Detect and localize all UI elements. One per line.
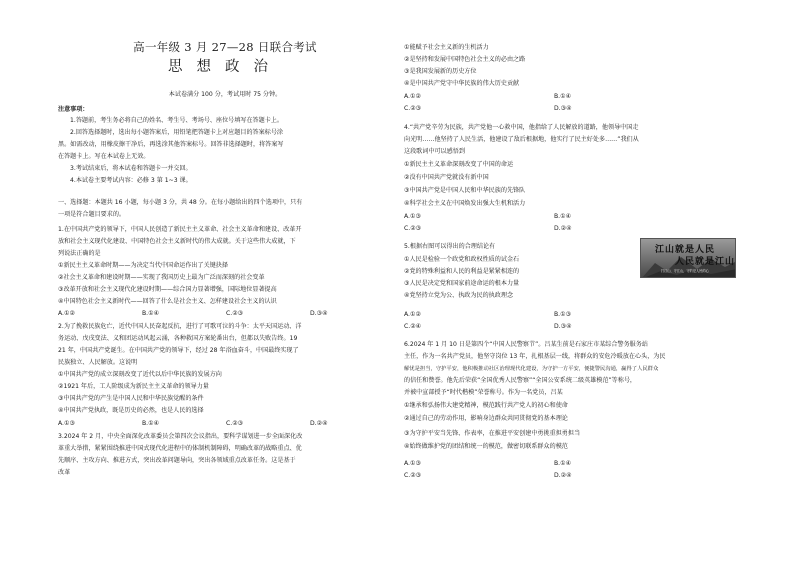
- q6-stem: 解忧是担当，守护平安，他积极推动社区治理现代化建设，为守护一方平安，便捷警民沟通，赢得了人民群众: [404, 366, 659, 372]
- q6-option-d: D.②④: [554, 472, 572, 479]
- q6-statement: ①继承和弘扬伟大建党精神，模范践行共产党人的初心和使命: [404, 402, 568, 409]
- q4-option-d: D.②④: [554, 225, 572, 232]
- q6-option-a: A.①③: [404, 460, 421, 467]
- q2-statement: ④中国共产党执政，既是历史的必然，也是人民的选择: [58, 407, 204, 414]
- q4-stem: 这段歌词中可以感悟到: [404, 148, 465, 155]
- q1-stem: 列说法正确的是: [58, 250, 101, 257]
- q5-stem: 5.根据右图可以得出的合理结论有: [404, 243, 496, 250]
- q6-stem: 的信任和赞誉。他先后荣获“全国优秀人民警察”“全国公安系统二级英雄模范”等称号，: [404, 377, 637, 384]
- q6-stem: 主任，作为一名共产党员，他坚守岗位 13 年，扎根基层一线，将群众的安危冷暖放在心头，为民: [404, 353, 666, 360]
- q2-stem: 21 年，中国共产党诞生。在中国共产党的领导下，经过 28 年浴血奋斗，中国最终实现了: [58, 347, 299, 354]
- notice-heading: 注意事项：: [58, 106, 89, 113]
- q4-option-a: A.①③: [404, 213, 421, 220]
- q1-statement: ①新民主主义革命时期——为决定当代中国命运作出了关键抉择: [58, 262, 228, 269]
- q2-option-b: B.①④: [142, 420, 160, 427]
- q5-option-b: B.①③: [554, 311, 572, 318]
- q5-poster-image: [640, 238, 736, 278]
- q4-stem: 向光明……他坚持了人民生活，他建设了敌后根据地，他实行了民主好处多……”我们从: [404, 136, 639, 143]
- q3-statement: ②是坚持和发展中国特色社会主义的必由之路: [404, 56, 526, 63]
- q1-statement: ③改革开放和社会主义现代化建设时期——综合国力显著增强，国际地位显著提高: [58, 286, 277, 293]
- poster-caption: 打江山、守江山，守的是人民的心: [661, 269, 709, 273]
- q4-option-b: B.①④: [554, 213, 572, 220]
- notice-line: 2.回答选择题时，选出每小题答案后，用铅笔把答题卡上对应题目的答案标号涂: [70, 129, 284, 136]
- notice-line: 4.本试卷主要考试内容：必修 3 第 1~3 课。: [70, 177, 192, 184]
- q3-option-a: A.①②: [404, 93, 421, 100]
- q3-statement: ①能赋予社会主义新的生机活力: [404, 44, 489, 51]
- q6-stem: 6.2024 年 1 月 10 日是第四个“中国人民警察节”。吕某生前是石家庄市某综合警务服务站: [404, 341, 648, 348]
- notice-line: 1.答题前，考生务必将自己的姓名、考生号、考场号、座位号填写在答题卡上。: [70, 117, 284, 124]
- score-info: 本试卷满分 100 分，考试用时 75 分钟。: [168, 91, 282, 98]
- notice-line: 在答题卡上。写在本试卷上无效。: [58, 153, 150, 160]
- notice-line: 3.考试结束后，将本试卷和答题卡一并交回。: [70, 165, 192, 172]
- subject-title: 思想政治: [168, 59, 282, 75]
- notice-line: 黑。如需改动，用橡皮擦干净后，再选涂其他答案标号。回答非选择题时，将答案写: [58, 141, 284, 148]
- q5-statement: ①人民是检验一个政党和政权性质的试金石: [404, 256, 520, 263]
- q2-statement: ①中国共产党的成立深刻改变了近代以后中华民族的发展方向: [58, 371, 222, 378]
- q3-option-c: C.②③: [404, 105, 422, 112]
- q1-statement: ④中国特色社会主义新时代——回答了什么是社会主义、怎样建设社会主义的认识: [58, 298, 277, 305]
- q3-statement: ④是中国共产党守中华民族的伟大历史贡献: [404, 80, 520, 87]
- q1-statement: ②社会主义革命和建设时期——实现了我国历史上最为广泛而深刻的社会变革: [58, 274, 265, 281]
- q3-option-d: D.③④: [554, 105, 572, 112]
- q2-stem: 务运动、戊戌变法、义和团运动风起云涌，各种救国方案轮番出台，但都以失败告终。19: [58, 335, 298, 342]
- q3-option-b: B.①④: [554, 93, 572, 100]
- q3-stem: 3.2024 年 2 月，中央全面深化改革委员会第四次会议指出，要科学谋划进一步全面深化改: [58, 433, 303, 440]
- q5-option-c: C.②④: [404, 323, 422, 330]
- section-instruction: 一项是符合题目要求的。: [58, 211, 126, 218]
- q2-option-d: D.②④: [310, 420, 328, 427]
- poster-slogan-1: 江山就是人民: [655, 245, 716, 255]
- q1-option-b: B.①④: [142, 310, 160, 317]
- q4-statement: ①新民主主义革命深刻改变了中国的命运: [404, 161, 514, 168]
- q5-statement: ②党的特殊利益和人民的利益是紧紧相连的: [404, 268, 520, 275]
- q6-stem: 并被中宣部授予“时代楷模”荣誉称号。作为一名党员，吕某: [404, 389, 563, 396]
- q1-stem: 1.在中国共产党的领导下，中国人民创造了新民主主义革命、社会主义革命和建设、改革开: [58, 226, 302, 233]
- q1-option-d: D.③④: [310, 310, 328, 317]
- q2-stem: 民族独立、人民解放。这说明: [58, 359, 138, 366]
- q1-option-a: A.①②: [58, 310, 75, 317]
- q5-option-a: A.①②: [404, 311, 421, 318]
- q3-statement: ③是我国发展新的历史方位: [404, 68, 477, 75]
- q4-option-c: C.②③: [404, 225, 422, 232]
- q6-option-b: B.①④: [554, 460, 572, 467]
- q1-option-c: C.②③: [226, 310, 244, 317]
- q3-stem: 革重大举措，紧紧围绕推进中国式现代化进程中的体制机制障碍，明确改革的战略重点、优: [58, 445, 302, 452]
- q2-option-a: A.①③: [58, 420, 75, 427]
- q6-statement: ③为守护平安当先锋、作表率，在推进平安创建中勇挑重担勇担当: [404, 430, 581, 437]
- exam-title: 高一年级 3 月 27—28 日联合考试: [133, 40, 317, 54]
- section-instruction: 一、选择题：本题共 16 小题，每小题 3 分，共 48 分。在每小题给出的四个选项中，只有: [58, 199, 303, 206]
- q6-statement: ④始终做维护党的团结和统一的模范，做密切联系群众的模范: [404, 443, 568, 450]
- q1-stem: 放和社会主义现代化建设、中国特色社会主义新时代的伟大成就。关于这些伟大成就，下: [58, 238, 296, 245]
- q2-statement: ③中国共产党的产生是中国人民和中华民族觉醒的条件: [58, 395, 204, 402]
- q4-statement: ③中国共产党是中国人民和中华民族的先锋队: [404, 187, 526, 194]
- q3-stem: 改革: [58, 469, 71, 476]
- q6-statement: ②通过自己的劳动作用，影响身边群众共同贯彻党的基本理论: [404, 415, 568, 422]
- q4-stem: 4.“共产党辛劳为民族，共产党他一心救中国，他指给了人民解放的道路，他领导中国走: [404, 124, 639, 131]
- q6-option-c: C.②③: [404, 472, 422, 479]
- q4-statement: ②没有中国共产党就没有新中国: [404, 174, 489, 181]
- q5-statement: ④党坚持立党为公、执政为民的执政理念: [404, 292, 514, 299]
- poster-slogan-2: 人民就是江山: [675, 257, 736, 267]
- q4-statement: ④科学社会主义在中国焕发出强大生机和活力: [404, 200, 526, 207]
- q2-stem: 2.为了挽救民族危亡，近代中国人民奋起反抗，进行了可歌可泣的斗争：太平天国运动、洋: [58, 323, 302, 330]
- q5-statement: ③人民是决定党和国家前途命运的根本力量: [404, 280, 520, 287]
- q5-option-d: D.③④: [554, 323, 572, 330]
- q3-stem: 先顺序、主攻方向、推进方式，突出改革问题导向，突出各领域重点改革任务。这是基于: [58, 457, 296, 464]
- q2-option-c: C.②③: [226, 420, 244, 427]
- q2-statement: ②1921 年后，工人阶级成为新民主主义革命的领导力量: [58, 383, 209, 390]
